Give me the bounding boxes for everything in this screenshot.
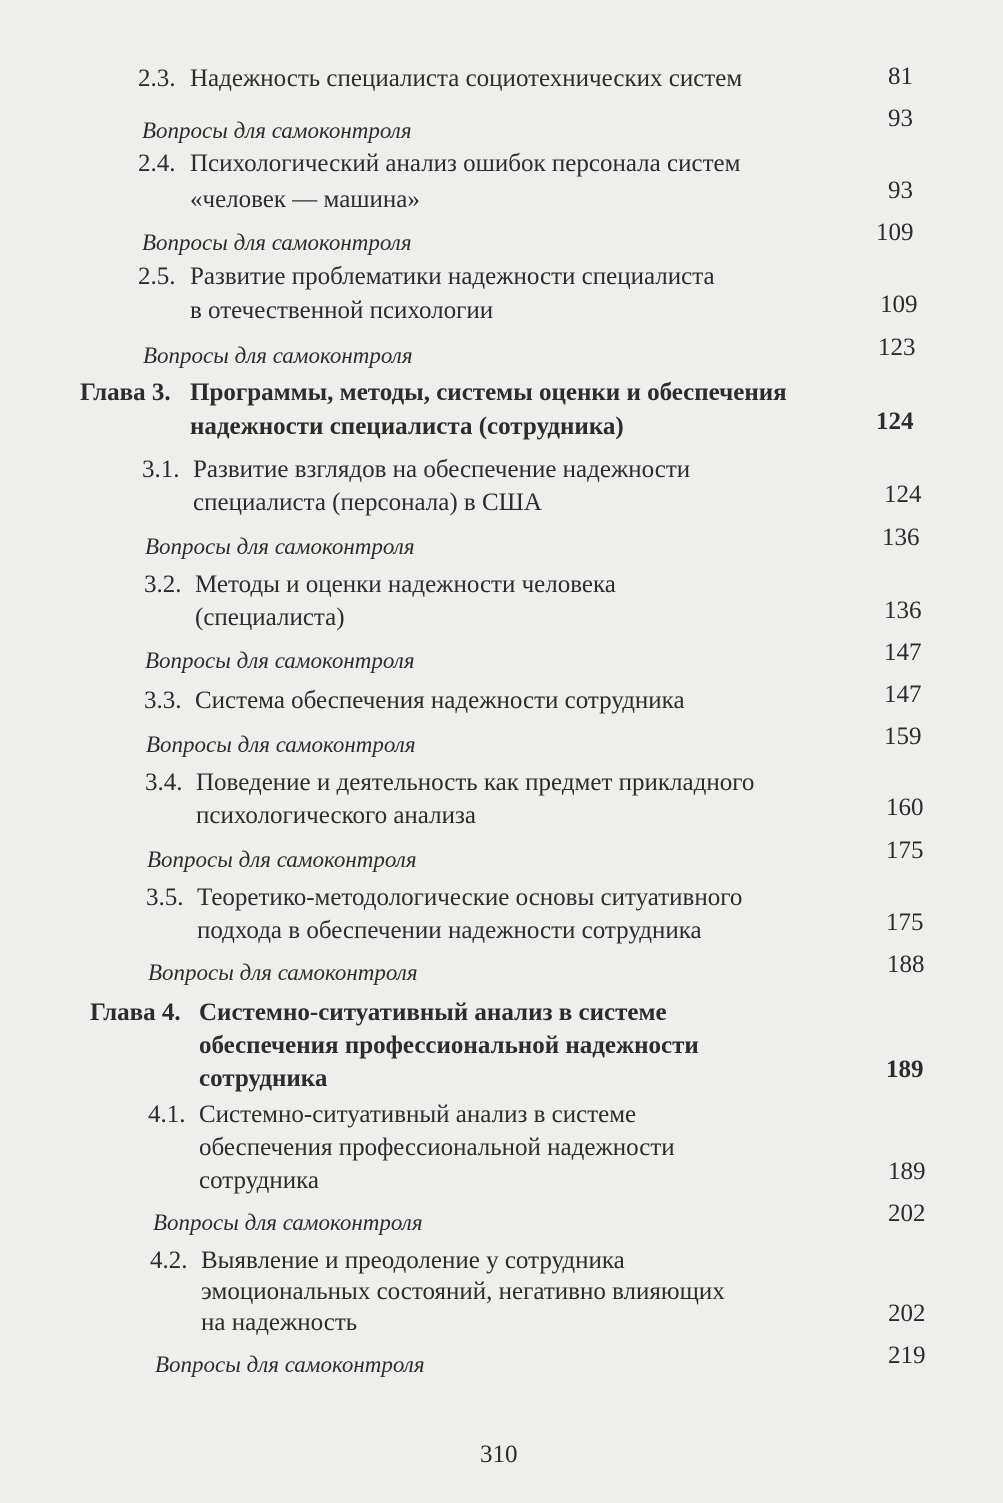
page-ref: 202 <box>888 1200 926 1227</box>
section-title-line-1: Методы и оценки надежности человека <box>195 571 616 598</box>
questions-label: Вопросы для самоконтроля <box>143 343 413 368</box>
questions-label: Вопросы для самоконтроля <box>145 648 415 673</box>
section-title-line-2: (специалиста) <box>195 604 345 631</box>
chapter-label: Глава 4. <box>90 999 181 1026</box>
page-ref: 175 <box>886 909 924 936</box>
section-title-line-2: «человек — машина» <box>190 186 420 213</box>
section-title-line-2: эмоциональных состояний, негативно влияющих <box>201 1278 725 1305</box>
section-title-line-2: обеспечения профессиональной надежности <box>199 1134 675 1161</box>
questions-label: Вопросы для самоконтроля <box>146 732 416 757</box>
section-number: 3.5. <box>146 884 184 911</box>
section-title-line-3: сотрудника <box>199 1167 319 1194</box>
section-title-line-1: Поведение и деятельность как предмет прикладного <box>196 769 755 796</box>
page-ref: 189 <box>888 1158 926 1185</box>
section-title-line-1: Психологический анализ ошибок персонала систем <box>190 150 741 177</box>
page-ref: 81 <box>888 63 913 90</box>
page-ref: 175 <box>886 837 924 864</box>
chapter-title-line-3: сотрудника <box>199 1065 328 1092</box>
section-number: 4.2. <box>150 1247 188 1274</box>
questions-label: Вопросы для самоконтроля <box>142 230 412 255</box>
section-title-line-2: специалиста (персонала) в США <box>193 489 542 516</box>
page-ref: 159 <box>884 723 922 750</box>
section-number: 3.2. <box>144 571 182 598</box>
page-ref: 202 <box>888 1300 926 1327</box>
questions-label: Вопросы для самоконтроля <box>147 847 417 872</box>
page-ref: 147 <box>884 639 922 666</box>
section-title-line-3: на надежность <box>201 1309 358 1336</box>
page-ref: 93 <box>888 177 913 204</box>
section-title-line-1: Надежность специалиста социотехнических систем <box>190 65 743 92</box>
page-ref: 93 <box>888 105 913 132</box>
page-ref: 147 <box>884 681 922 708</box>
page-ref: 189 <box>886 1056 924 1083</box>
questions-label: Вопросы для самоконтроля <box>155 1352 425 1377</box>
page-ref: 124 <box>876 408 914 435</box>
chapter-label: Глава 3. <box>80 379 171 406</box>
section-title-line-1: Развитие проблематики надежности специалиста <box>190 263 715 290</box>
page-ref: 109 <box>876 219 914 246</box>
section-title-line-1: Выявление и преодоление у сотрудника <box>201 1247 625 1274</box>
page-ref: 219 <box>888 1342 926 1369</box>
section-number: 4.1. <box>148 1101 186 1128</box>
questions-label: Вопросы для самоконтроля <box>153 1210 423 1235</box>
section-number: 2.4. <box>138 150 176 177</box>
page-ref: 109 <box>880 291 918 318</box>
page-ref: 124 <box>884 481 922 508</box>
page-ref: 160 <box>886 794 924 821</box>
section-number: 2.5. <box>138 263 176 290</box>
page-ref: 136 <box>882 524 920 551</box>
section-number: 2.3. <box>138 65 176 92</box>
section-title-line-2: подхода в обеспечении надежности сотрудника <box>197 917 702 944</box>
section-number: 3.1. <box>142 456 180 483</box>
section-title-line-1: Системно-ситуативный анализ в системе <box>199 1101 637 1128</box>
questions-label: Вопросы для самоконтроля <box>148 960 418 985</box>
chapter-title-line-1: Программы, методы, системы оценки и обеспечения <box>190 379 787 406</box>
chapter-title-line-2: надежности специалиста (сотрудника) <box>190 413 624 440</box>
questions-label: Вопросы для самоконтроля <box>142 118 412 143</box>
chapter-title-line-2: обеспечения профессиональной надежности <box>199 1032 699 1059</box>
section-number: 3.3. <box>144 687 182 714</box>
section-title-line-2: психологического анализа <box>196 802 476 829</box>
page-ref: 136 <box>884 597 922 624</box>
page-ref: 188 <box>887 951 925 978</box>
section-title-line-2: в отечественной психологии <box>190 297 494 324</box>
chapter-title-line-1: Системно-ситуативный анализ в системе <box>199 999 667 1026</box>
questions-label: Вопросы для самоконтроля <box>145 534 415 559</box>
section-number: 3.4. <box>145 769 183 796</box>
page-number: 310 <box>480 1441 518 1468</box>
section-title-line-1: Система обеспечения надежности сотрудника <box>195 687 685 714</box>
section-title-line-1: Развитие взглядов на обеспечение надежности <box>193 456 691 483</box>
section-title-line-1: Теоретико-методологические основы ситуативного <box>197 884 743 911</box>
page-ref: 123 <box>878 334 916 361</box>
